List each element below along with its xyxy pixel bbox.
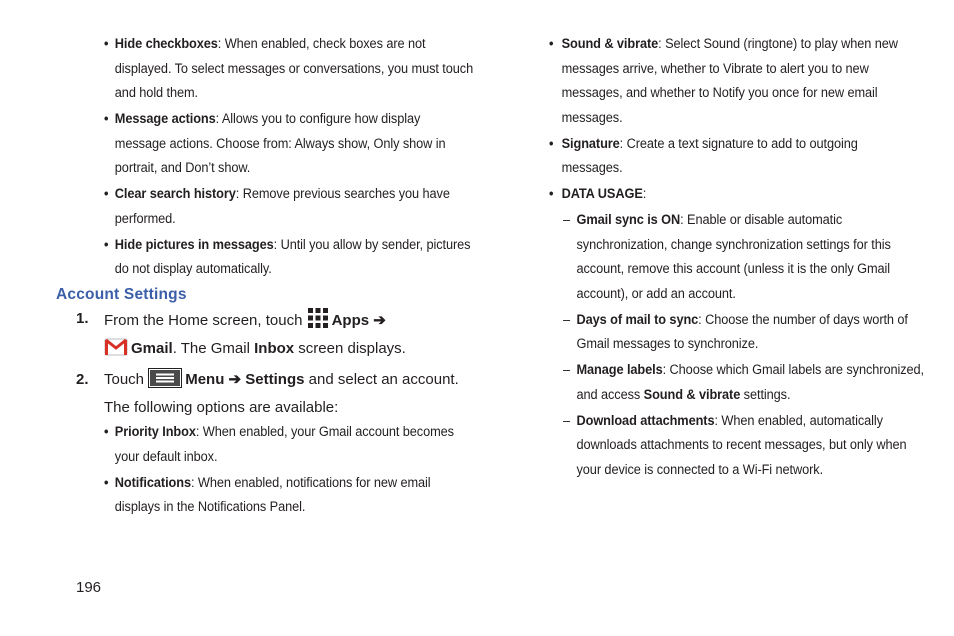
step-text: From the Home screen, touch (104, 312, 303, 329)
bullet-glyph: • (104, 424, 109, 440)
option-term: Hide pictures in messages (114, 236, 274, 253)
step-text: . The Gmail (172, 340, 250, 357)
bullet-glyph: • (104, 236, 109, 253)
list-item (104, 182, 475, 231)
option-term: Signature (561, 135, 620, 152)
bullet-glyph: • (104, 36, 109, 52)
sub-list-item (563, 358, 928, 407)
option-term: Gmail sync is ON (576, 212, 681, 228)
option-term: Hide checkboxes (114, 36, 218, 52)
bullet-list-top (56, 32, 476, 282)
option-desc: : Remove previous searches you have performed. (114, 186, 450, 227)
list-item (104, 233, 475, 282)
option-term: Notifications (114, 474, 191, 491)
list-item (549, 132, 922, 181)
option-desc: : (642, 186, 647, 202)
sub-list-item (563, 208, 928, 306)
dash-glyph: – (563, 362, 571, 378)
bullet-glyph: • (104, 186, 109, 202)
dash-glyph: – (563, 311, 571, 328)
bullet-glyph: • (549, 36, 554, 52)
step-text: Touch (104, 371, 145, 388)
option-term: Days of mail to sync (576, 311, 699, 328)
dash-glyph: – (563, 212, 571, 228)
option-desc: : Select Sound (ringtone) to play when new messages arrive, whether to Vibrate to alert you to new messages, and whether to Notify you once for new email messages. (561, 36, 898, 126)
option-term: DATA USAGE (561, 186, 643, 202)
option-term: Clear search history (114, 186, 236, 202)
option-term: Priority Inbox (114, 424, 196, 440)
gmail-label: Gmail (131, 340, 173, 357)
bullet-glyph: • (104, 111, 109, 127)
step-1 (76, 307, 476, 365)
step-number: 2. (76, 371, 89, 388)
dash-glyph: – (563, 412, 571, 429)
option-term: Message actions (114, 111, 216, 127)
option-desc: : When enabled, notifications for new email displays in the Notifications Panel. (114, 474, 431, 515)
step-2 (76, 368, 476, 420)
bullet-list-bottom (56, 420, 476, 520)
step-text: and select an account. (308, 371, 459, 388)
gmail-envelope-icon (104, 337, 128, 365)
option-desc: : Choose which Gmail labels are synchronized, and access (576, 362, 925, 403)
option-desc: : Until you allow by sender, pictures do not display automatically. (114, 236, 471, 277)
section-heading: Account Settings (56, 286, 187, 303)
list-item (104, 32, 475, 106)
option-desc: : When enabled, your Gmail account becomes your default inbox. (114, 424, 454, 465)
apps-label: Apps (331, 312, 370, 329)
list-item (549, 32, 922, 130)
arrow-glyph: ➔ (373, 312, 386, 329)
page-number: 196 (76, 579, 102, 596)
option-desc: : Enable or disable automatic synchronization, change synchronization settings for this account, remove this account (unless it is the only Gmail account), or add an account. (576, 212, 891, 302)
option-term: Sound & vibrate (561, 36, 659, 52)
step-text: The following options are available: (104, 399, 339, 416)
left-column (56, 32, 476, 521)
option-desc: : When enabled, automatically downloads attachments to recent messages, but only when your device is connected to a Wi-Fi network. (576, 412, 907, 478)
settings-label: Settings (245, 371, 305, 388)
right-column (549, 32, 925, 484)
list-item (549, 182, 922, 207)
bullet-glyph: • (549, 135, 554, 152)
sub-list-item (563, 308, 928, 357)
option-term: Download attachments (576, 412, 715, 429)
option-desc: : When enabled, check boxes are not displayed. To select messages or conversations, you must touch and hold them. (114, 36, 474, 101)
sub-list-item (563, 409, 928, 483)
option-desc: : Choose the number of days worth of Gmail messages to synchronize. (576, 311, 908, 352)
step-text: screen displays. (298, 340, 406, 357)
bullet-glyph: • (104, 474, 109, 491)
menu-lines-icon (148, 368, 182, 396)
list-item (104, 471, 475, 520)
bullet-glyph: • (549, 186, 554, 202)
apps-grid-icon (307, 307, 329, 337)
option-term: Sound & vibrate (643, 386, 741, 403)
step-number: 1. (76, 310, 89, 327)
menu-label: Menu (185, 371, 225, 388)
list-item (104, 420, 475, 469)
option-desc: : Create a text signature to add to outgoing messages. (561, 135, 858, 176)
option-desc: settings. (740, 386, 791, 403)
inbox-label: Inbox (254, 340, 295, 357)
list-item (104, 107, 475, 181)
option-term: Manage labels (576, 362, 663, 378)
option-desc: : Allows you to configure how display message actions. Choose from: Always show, Only show in portrait, and Don’t show. (114, 111, 446, 176)
arrow-glyph: ➔ (228, 371, 242, 388)
